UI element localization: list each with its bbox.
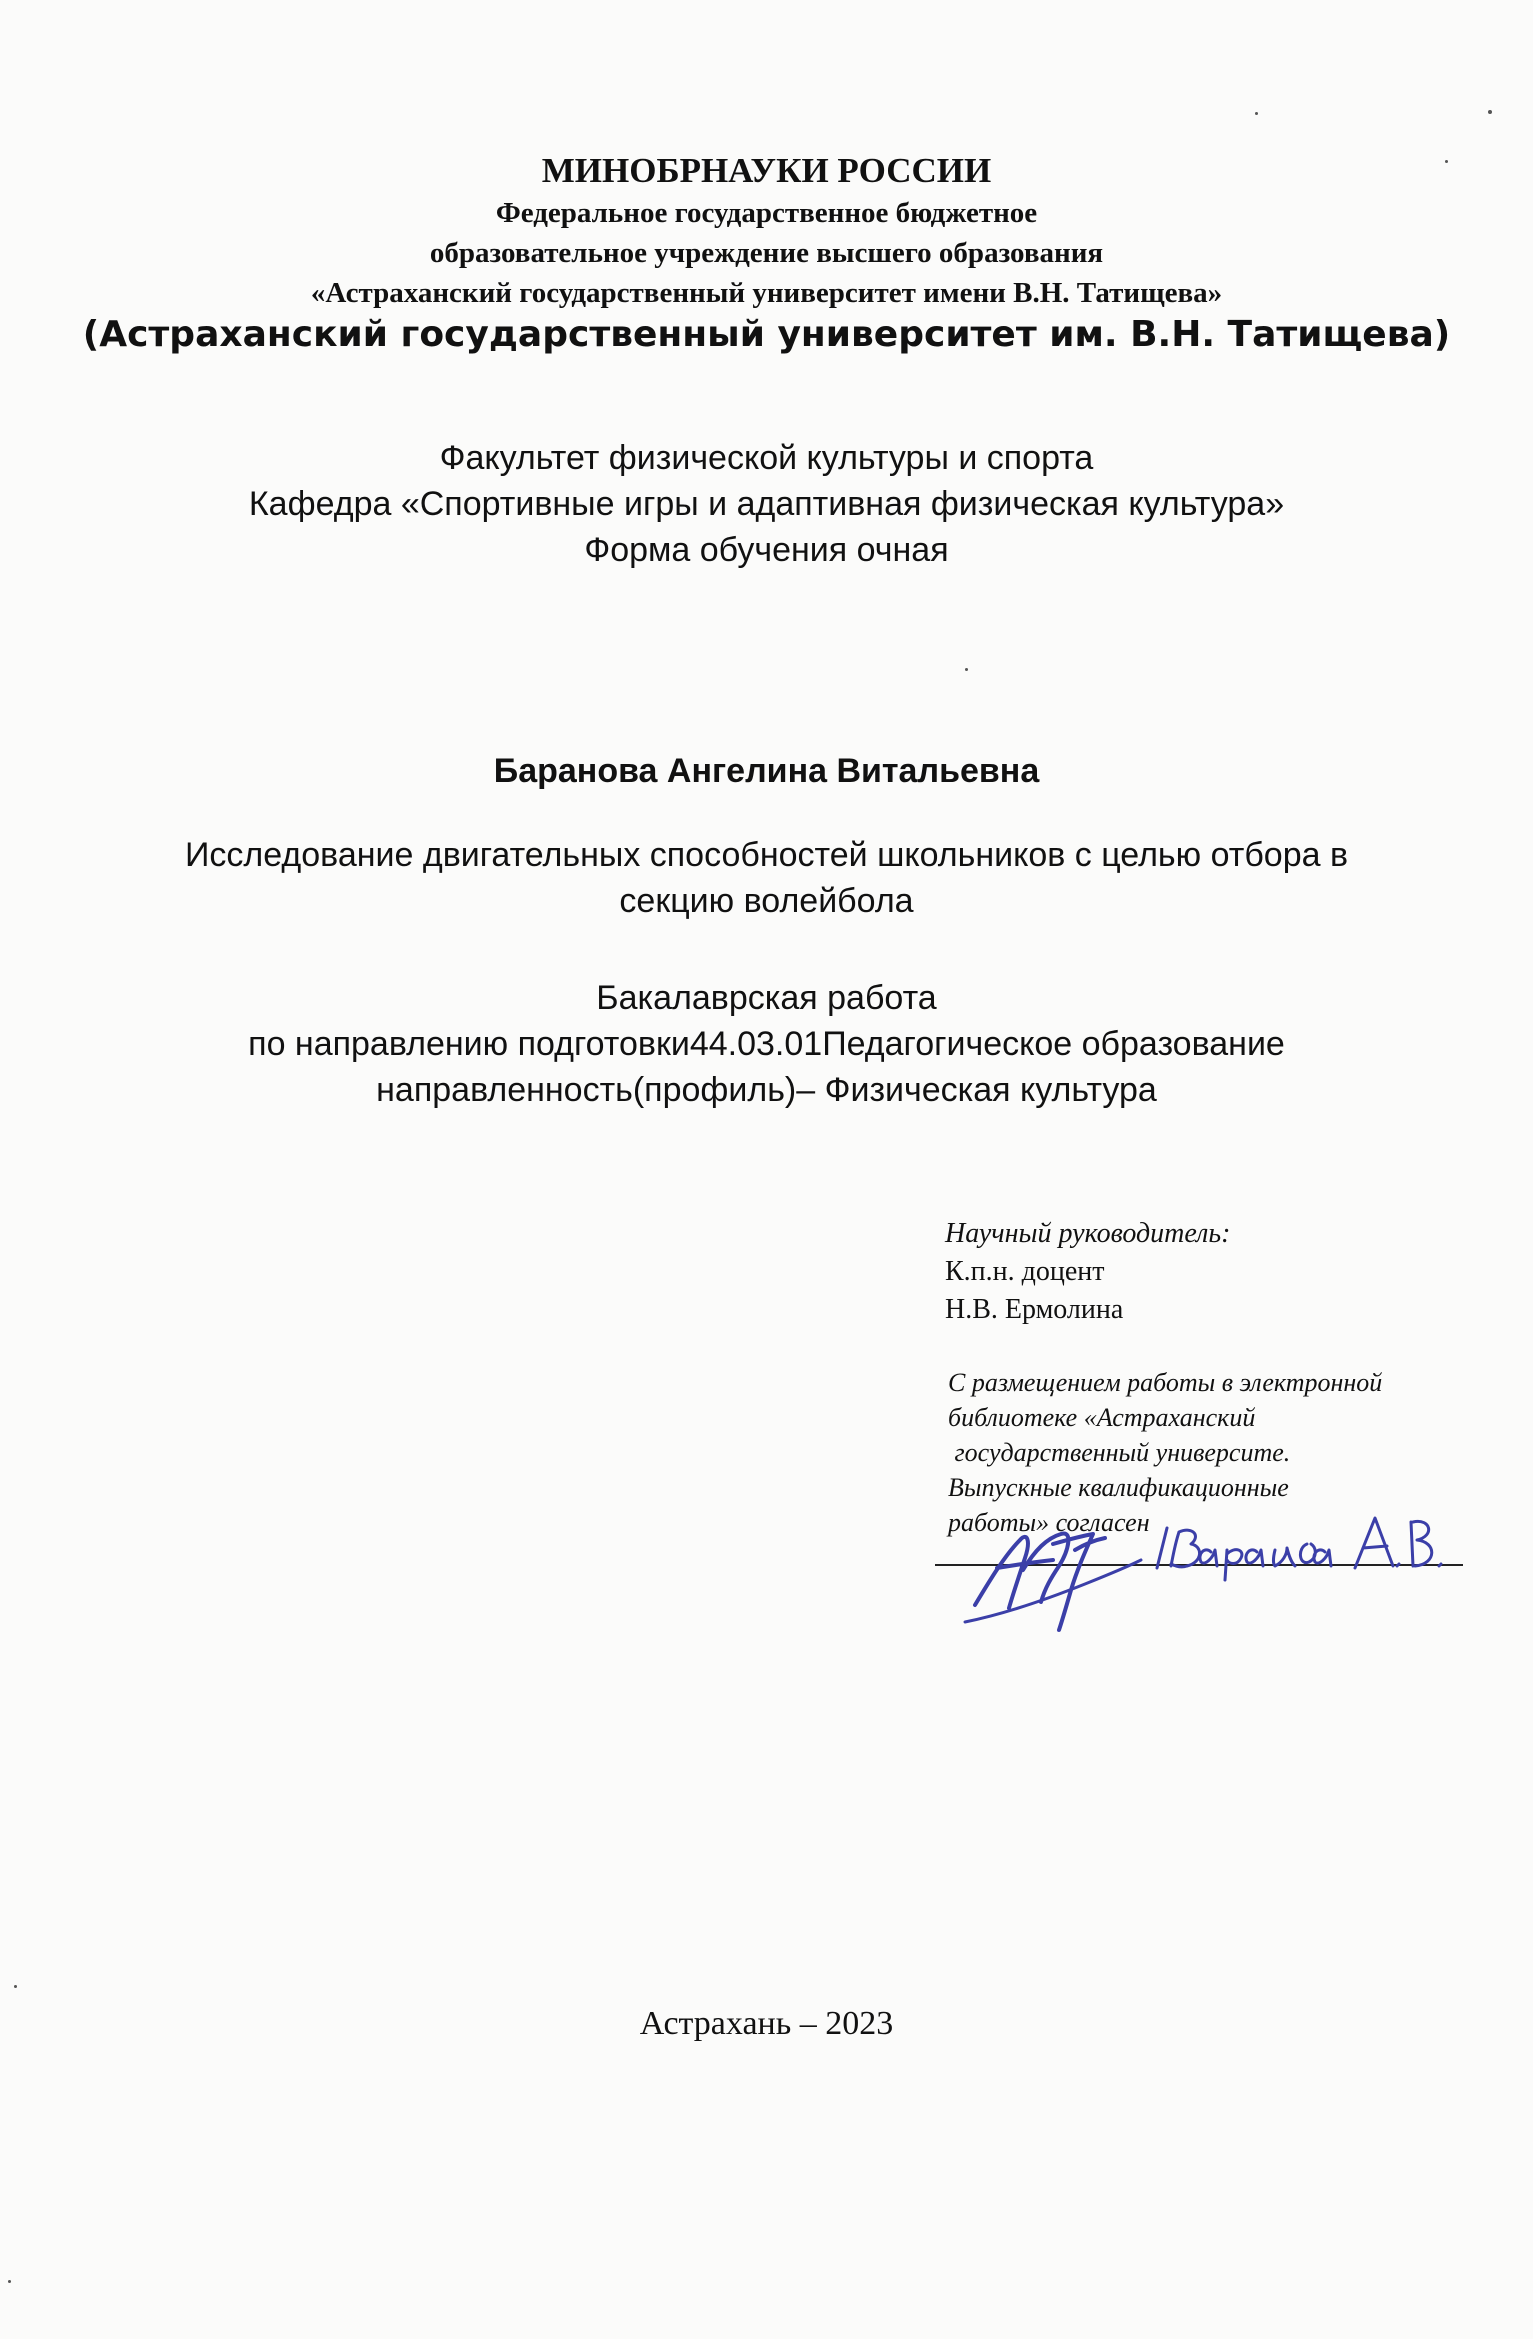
faculty-block — [0, 435, 1533, 573]
consent-line: С размещением работы в электронной — [948, 1368, 1383, 1397]
author-name — [0, 752, 1533, 791]
scan-speck — [965, 668, 968, 671]
thesis-title — [0, 832, 1533, 924]
supervisor-degree: К.п.н. доцент — [945, 1256, 1105, 1287]
consent-line: работы» согласен — [948, 1508, 1150, 1537]
city-year-text: Астрахань – 2023 — [639, 2005, 894, 2042]
ministry-name: МИНОБРНАУКИ РОССИИ — [541, 151, 992, 190]
author-text: Баранова Ангелина Витальевна — [493, 752, 1040, 790]
org-line: образовательное учреждение высшего образования — [429, 237, 1104, 269]
org-line: Федеральное государственное бюджетное — [495, 197, 1038, 229]
ministry-title — [0, 150, 1533, 192]
scan-speck — [14, 1985, 17, 1988]
supervisor-label: Научный руководитель: — [945, 1218, 1231, 1249]
supervisor-block — [945, 1215, 1230, 1329]
scan-speck — [8, 2280, 11, 2283]
organization-block — [0, 193, 1533, 357]
org-line: «Астраханский государственный университет имени В.Н. Татищева» — [310, 277, 1223, 309]
work-profile: направленность(профиль)– Физическая культура — [376, 1071, 1157, 1109]
consent-line: библиотеке «Астраханский — [948, 1403, 1256, 1432]
study-form: Форма обучения очная — [584, 531, 949, 569]
scan-speck — [1488, 110, 1492, 114]
supervisor-name: Н.В. Ермолина — [945, 1294, 1124, 1325]
thesis-title-line: секцию волейбола — [619, 882, 914, 920]
work-direction: по направлению подготовки44.03.01Педагогическое образование — [248, 1025, 1285, 1063]
org-short-name: (Астраханский государственный университет им. В.Н. Татищева) — [82, 314, 1451, 355]
department-name: Кафедра «Спортивные игры и адаптивная физическая культура» — [248, 485, 1285, 523]
city-year — [0, 2005, 1533, 2043]
signature-flourish — [965, 1560, 1141, 1622]
faculty-name: Факультет физической культуры и спорта — [439, 439, 1094, 477]
handwritten-signature — [935, 1510, 1465, 1640]
consent-line: Выпускные квалификационные — [948, 1473, 1289, 1502]
scan-speck — [1255, 112, 1258, 115]
thesis-title-line: Исследование двигательных способностей школьников с целью отбора в — [184, 836, 1349, 874]
work-type-block — [0, 975, 1533, 1113]
consent-line: государственный университе. — [948, 1438, 1291, 1467]
work-type: Бакалаврская работа — [596, 979, 937, 1017]
